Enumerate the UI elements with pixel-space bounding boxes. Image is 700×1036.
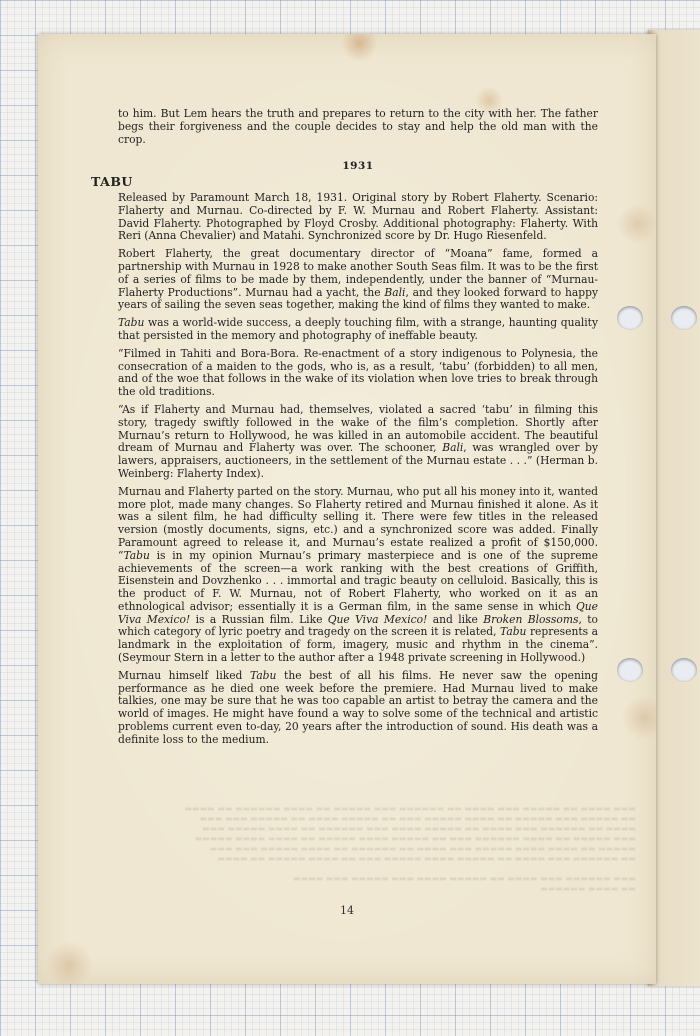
text: Murnau himself liked — [118, 668, 251, 682]
text: , to which category of lyric poetry and tragedy on the screen it is related, — [118, 612, 598, 639]
paragraph-tragedy-quote — [118, 404, 598, 481]
text: is a Russian film. Like — [190, 612, 328, 626]
text: “As if Flaherty and Murnau had, themselves, violated a sacred ‘tabu’ in filming this story, tragedy swiftly followed in the wake of the film’s completion. Shortly after Murnau’s return to Hollywood, he was killed in an automobile accident. The beautiful dream of Murnau and Flaherty was over. The schooner, — [118, 402, 598, 455]
italic-title: Tabu — [118, 316, 145, 330]
bleed-through-texture: ▬▬▬ ▬▬▬▬ ▬▬ ▬▬▬▬▬ ▬▬▬ ▬▬▬▬ ▬▬ ▬▬▬▬▬▬ ▬▬▬ ▬▬▬▬▬ ▬▬ ▬▬▬▬ ▬▬▬▬▬▬ ▬▬ ▬▬▬▬ ▬▬ ▬▬▬▬▬ ▬▬▬ ▬▬▬▬▬ ▬▬ ▬▬▬▬ ▬▬▬▬▬ ▬▬▬ ▬▬ ▬▬▬▬▬ ▬▬▬▬ ▬▬ ▬▬▬▬▬ ▬▬▬ ▬▬▬ ▬▬▬▬ ▬▬ ▬▬▬▬▬▬ ▬▬▬ ▬▬▬▬ ▬▬ ▬▬▬▬▬ ▬▬▬▬ ▬▬▬ ▬▬▬▬▬▬ ▬▬ ▬▬▬▬ ▬▬▬▬▬ ▬▬▬ ▬▬▬ ▬▬▬▬▬ ▬▬ ▬▬▬▬ ▬▬▬▬▬▬ ▬▬▬ ▬▬ ▬▬▬▬▬ ▬▬▬▬ ▬▬▬▬▬ ▬▬ ▬▬▬▬ ▬▬▬▬ ▬▬▬▬▬ ▬▬▬▬▬ ▬▬ ▬▬▬▬ ▬▬▬▬ ▬▬▬▬▬ ▬▬▬ ▬▬▬▬ ▬▬ ▬▬▬▬▬▬ ▬▬ ▬▬▬▬ ▬▬▬▬▬ ▬▬▬ ▬▬▬ ▬▬ ▬▬▬▬▬▬ ▬▬▬ ▬▬▬▬ ▬▬ ▬▬▬▬▬ ▬▬▬▬ ▬▬▬▬▬ ▬▬▬ ▬▬ ▬▬▬▬ ▬▬▬▬▬ ▬▬ ▬▬▬▬ ▬▬▬ ▬▬▬▬▬▬ ▬▬▬ ▬▬▬▬ ▬▬ ▬▬▬▬▬ ▬▬▬▬ ▬▬▬ ▬▬▬▬▬ ▬▬▬ ▬▬▬▬ ▬▬ ▬▬▬▬ ▬▬▬▬▬▬ — [184, 804, 636, 893]
continuation-paragraph: to him. But Lem hears the truth and prepares to return to the city with her. The father begs their forgiveness and the couple decides to stay and help the old man with the crop. — [118, 107, 598, 146]
text: the best of all his films. He never saw the opening performance as he died one week before the premiere. Had Murnau lived to make talkies, one may be sure that he was too capable an artist to betray the camera and the world of images. He might have found a way to solve some of the technical and artistic problems current even to-day, 20 years after the introduction of sound. His death was a definite loss to the medium. — [118, 668, 598, 746]
paragraph-murnau-liked — [118, 670, 598, 747]
text: Murnau and Flaherty parted on the story. Murnau, who put all his money into it, wanted more plot, made many changes. So Flaherty retired and Murnau finished it alone. As it was a silent film, he had difficulty selling it. There were few titles in the released version (mostly documents, signs, etc.) and a synchronized score was added. Finally Paramount agreed to release it, and Murnau’s estate realized a profit of $150,000. “ — [118, 484, 598, 562]
credits-paragraph — [118, 192, 598, 243]
document-page — [38, 34, 656, 984]
paragraph-story-split — [118, 486, 598, 665]
credits-text: Released by Paramount March 18, 1931. Original story by Robert Flaherty. Scenario: Flaherty and Murnau. Co-directed by F. W. Murnau and Robert Flaherty. Assistant: David Flaherty. Photographed by Floyd Crosby. Additional photography: Flaherty. With Reri (Anna Chevalier) and Matahi. Synchronized score by Dr. Hugo Riesenfeld. — [118, 190, 598, 243]
section-year: 1931 — [342, 160, 374, 173]
text: , was wrangled over by lawers, appraisers, auctioneers, in the settlement of the Murnau estate . . .” (Herman b. Weinberg: Flaherty Index). — [118, 441, 598, 480]
text: , and they looked forward to happy years of sailing the seven seas together, making the kind of films they wanted to make. — [118, 285, 598, 312]
article-body — [91, 107, 598, 752]
italic-title: Tabu — [250, 668, 277, 682]
paragraph-partnership — [118, 248, 598, 312]
punch-hole — [671, 658, 697, 682]
italic-title: Que Viva Mexico! — [118, 599, 598, 626]
punch-hole — [617, 658, 643, 682]
text: is in my opinion Murnau’s primary masterpiece and is one of the supreme achievements of the screen—a work ranking with the best creations of Griffith, Eisenstein and Dovzhenko . . . immortal and tragic beauty on celluloid. Basically, this is the product of F. W. Murnau, not of Robert Flaherty, who worked on it as an ethnological advisor; essentially it is a German film, in the same sense in which — [118, 548, 598, 613]
italic-title: Bali — [442, 441, 464, 455]
text: and like — [427, 612, 484, 626]
italic-title: Que Viva Mexico! — [327, 612, 428, 626]
film-title: TABU — [91, 174, 133, 190]
italic-title: Bali — [384, 285, 406, 299]
page-number: 14 — [340, 904, 354, 917]
punch-hole — [617, 306, 643, 330]
italic-title: Tabu — [500, 625, 527, 639]
italic-title: Broken Blossoms — [483, 612, 579, 626]
text: was a world-wide success, a deeply touching film, with a strange, haunting quality that persisted in the memory and photography of ineffable beauty. — [118, 316, 598, 342]
text: Robert Flaherty, the great documentary director of “Moana” fame, formed a partnership with Murnau in 1928 to make another South Seas film. It was to be the first of a series of films to be made by them, independently, under the banner of “Murnau-Flaherty Productions”. Murnau had a yacht, the — [118, 247, 598, 299]
punch-hole — [671, 306, 697, 330]
text: represents a landmark in the exploitation of form, imagery, music and rhythm in the cinema”. (Seymour Stern in a letter to the author after a 1948 private screening in Hollywood.) — [118, 625, 598, 665]
text: “Filmed in Tahiti and Bora-Bora. Re-enactment of a story indigenous to Polynesia, the consecration of a maiden to the gods, who is, as a result, ‘tabu’ (forbidden) to all men, and of the woe that follows in the wake of its violation when love tries to break through the old traditions. — [118, 346, 598, 399]
italic-title: Tabu — [123, 548, 150, 562]
paragraph-tahiti-quote — [118, 348, 598, 399]
paragraph-success — [118, 317, 598, 343]
